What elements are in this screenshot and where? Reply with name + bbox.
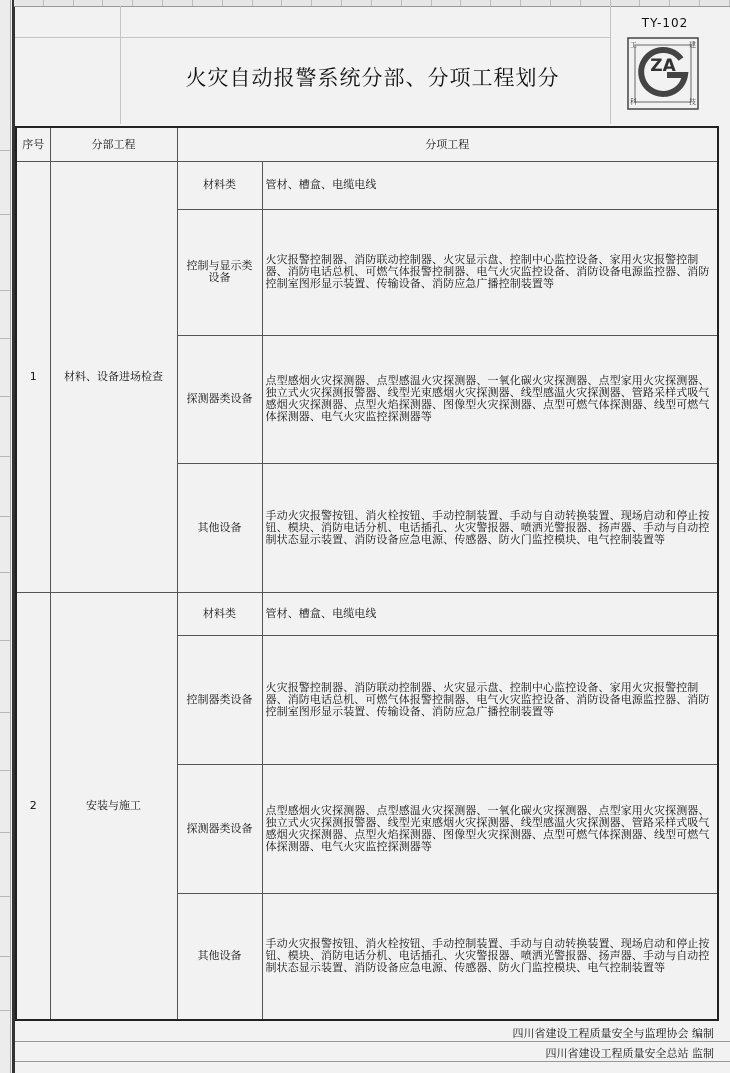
document-code: TY-102 — [641, 16, 689, 30]
header-subitem: 分项工程 — [177, 127, 718, 161]
category-cell: 探测器类设备 — [177, 764, 262, 893]
footer-gridline — [15, 1041, 730, 1042]
items-cell: 手动火灾报警按钮、消火栓按钮、手动控制装置、手动与自动转换装置、现场启动和停止按钮、模块、消防电话分机、电话插孔、火灾警报器、喷洒光警报器、扬声器、手动与自动控制状态显示装置、消防设备应急电源、传感器、防火门监控模块、电气控制装置等 — [262, 893, 718, 1020]
logo-corner-char: 工 — [630, 41, 637, 49]
table-header-row — [16, 127, 718, 161]
seq-cell: 1 — [16, 161, 50, 592]
header-division: 分部工程 — [50, 127, 177, 161]
seq-cell: 2 — [16, 592, 50, 1020]
category-cell: 其他设备 — [177, 463, 262, 592]
compiled-by: 四川省建设工程质量安全与监理协会 编制 — [512, 1027, 714, 1040]
logo-corner-char: 建 — [689, 41, 696, 49]
footer — [15, 1021, 730, 1073]
division-cell: 材料、设备进场检查 — [50, 161, 177, 592]
division-table — [15, 126, 719, 1021]
table-row — [16, 161, 718, 209]
row-gutter — [0, 0, 11, 1073]
column-header-strip — [14, 0, 730, 7]
items-cell: 管材、槽盒、电缆电线 — [262, 592, 718, 635]
header-seq: 序号 — [16, 127, 50, 161]
items-cell: 点型感烟火灾探测器、点型感温火灾探测器、一氧化碳火灾探测器、点型家用火灾探测器、独立式火灾探测报警器、线型光束感烟火灾探测器、线型感温火灾探测器、管路采样式吸气感烟火灾探测器、点型火焰探测器、图像型火灾探测器、点型可燃气体探测器、线型可燃气体探测器、电气火灾监控探测器等 — [262, 335, 718, 463]
logo — [627, 37, 699, 110]
division-cell: 安装与施工 — [50, 592, 177, 1020]
supervised-by: 四川省建设工程质量安全总站 监制 — [545, 1047, 714, 1060]
items-cell: 点型感烟火灾探测器、点型感温火灾探测器、一氧化碳火灾探测器、点型家用火灾探测器、独立式火灾探测报警器、线型光束感烟火灾探测器、线型感温火灾探测器、管路采样式吸气感烟火灾探测器、点型火焰探测器、图像型火灾探测器、点型可燃气体探测器、线型可燃气体探测器、电气火灾监控探测器等 — [262, 764, 718, 893]
items-cell: 管材、槽盒、电缆电线 — [262, 161, 718, 209]
items-cell: 手动火灾报警按钮、消火栓按钮、手动控制装置、手动与自动转换装置、现场启动和停止按钮、模块、消防电话分机、电话插孔、火灾警报器、喷洒光警报器、扬声器、手动与自动控制状态显示装置、消防设备应急电源、传感器、防火门监控模块、电气控制装置等 — [262, 463, 718, 592]
category-cell: 控制与显示类设备 — [177, 209, 262, 335]
category-cell: 其他设备 — [177, 893, 262, 1020]
items-cell: 火灾报警控制器、消防联动控制器、火灾显示盘、控制中心监控设备、家用火灾报警控制器、消防电话总机、可燃气体报警控制器、电气火灾监控设备、消防设备电源监控器、消防控制室图形显示装置、传输设备、消防应急广播控制装置等 — [262, 635, 718, 764]
category-cell: 探测器类设备 — [177, 335, 262, 463]
page-title: 火灾自动报警系统分部、分项工程划分 — [185, 66, 560, 90]
items-cell: 火灾报警控制器、消防联动控制器、火灾显示盘、控制中心监控设备、家用火灾报警控制器、消防电话总机、可燃气体报警控制器、电气火灾监控设备、消防设备电源监控器、消防控制室图形显示装置、传输设备、消防应急广播控制装置等 — [262, 209, 718, 335]
category-cell: 材料类 — [177, 592, 262, 635]
logo-corner-char: 科 — [630, 98, 637, 106]
header-gridline — [15, 37, 610, 38]
table-row — [16, 592, 718, 635]
footer-gridline — [15, 1061, 730, 1062]
logo-corner-char: 技 — [689, 98, 696, 106]
logo-text: ZA — [650, 56, 676, 76]
category-cell: 材料类 — [177, 161, 262, 209]
category-cell: 控制器类设备 — [177, 635, 262, 764]
